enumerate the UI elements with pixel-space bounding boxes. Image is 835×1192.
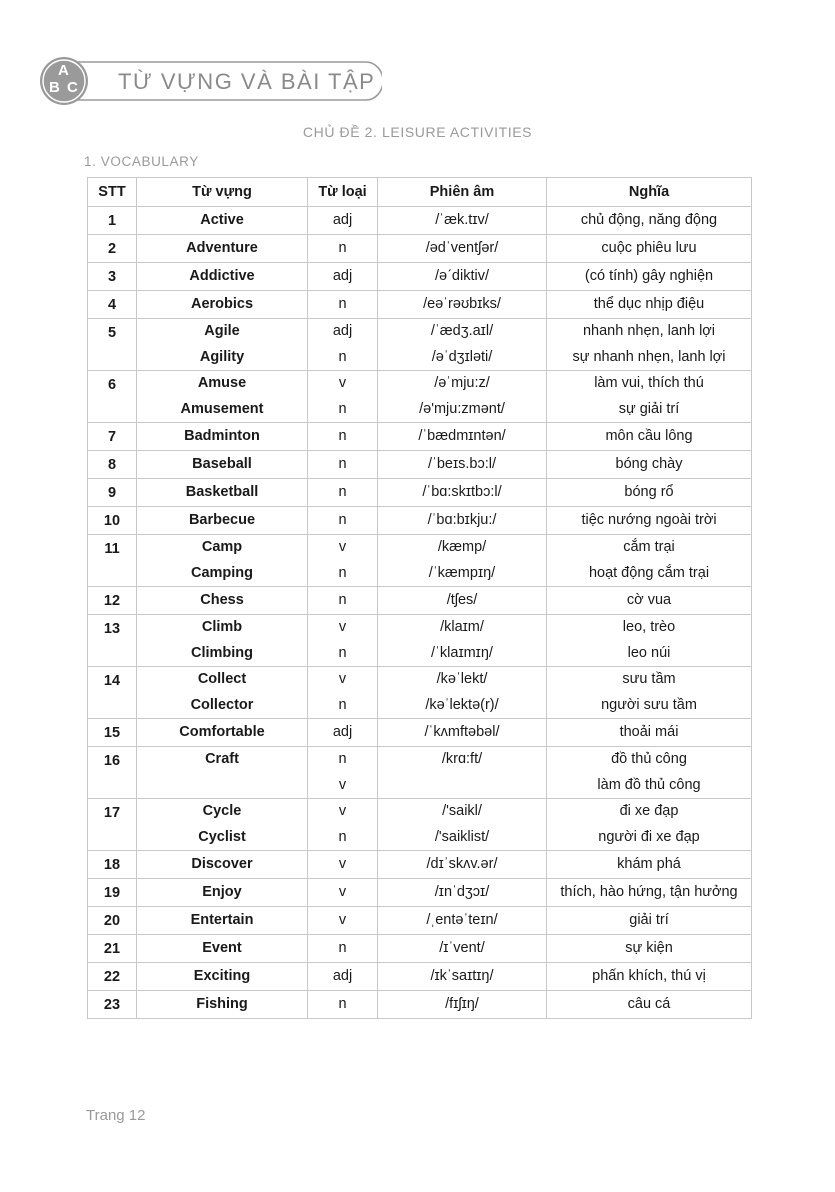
pos-cell [308,587,378,615]
table-row [88,535,752,587]
word-line: Climb [201,619,243,635]
meaning-cell [547,423,752,451]
pos-line: n [338,696,347,713]
stt-cell: 1 [88,207,137,235]
pos-line: adj [332,323,353,339]
pos-cell [308,451,378,479]
meaning-cell [547,291,752,319]
word-line: Event [202,939,242,956]
meaning-line: sưu tầm [622,671,676,687]
word-cell [137,319,308,371]
table-row [88,291,752,319]
pos-cell [308,371,378,423]
stt-cell: 22 [88,963,137,991]
stt-cell: 14 [88,667,137,719]
word-cell [137,747,308,799]
word-line: Fishing [196,995,248,1012]
meaning-line: leo, trèo [622,619,676,635]
table-row [88,587,752,615]
word-cell [137,799,308,851]
table-row [88,719,752,747]
ipa-line: /kəˈlektə(r)/ [425,696,499,713]
pos-line: adj [332,211,353,228]
table-row [88,371,752,423]
word-line: Baseball [192,455,252,472]
word-cell [137,263,308,291]
word-cell [137,907,308,935]
stt-cell: 3 [88,263,137,291]
pos-line: v [338,911,347,928]
ipa-cell [378,291,547,319]
word-line: Basketball [185,483,259,500]
meaning-line: khám phá [617,855,681,872]
word-line: Comfortable [179,723,265,740]
logo-letter-a: A [58,62,69,79]
meaning-cell [547,235,752,263]
word-line: Entertain [190,911,254,928]
word-line: Collector [190,696,254,713]
word-cell [137,235,308,263]
meaning-cell [547,667,752,719]
word-cell [137,371,308,423]
meaning-line: người sưu tầm [601,696,697,713]
word-line: Cyclist [198,828,246,845]
pos-cell [308,719,378,747]
table-row [88,879,752,907]
pos-cell [308,667,378,719]
stt-cell: 6 [88,371,137,423]
meaning-cell [547,479,752,507]
meaning-line: thể dục nhịp điệu [593,295,705,312]
stt-cell: 2 [88,235,137,263]
table-row [88,667,752,719]
word-line: Agility [199,348,245,365]
table-header-row [88,178,752,207]
meaning-line: sự kiện [625,939,673,956]
ipa-line: /eəˈrəʊbɪks/ [423,295,501,312]
ipa-line: /tʃes/ [446,591,478,608]
word-line: Climbing [190,644,254,661]
pos-line: adj [332,723,353,740]
meaning-line: thích, hào hứng, tận hưởng [560,883,738,900]
pos-line: v [338,671,347,687]
pos-line: n [338,591,347,608]
ipa-line: /ˈbædmɪntən/ [418,427,506,444]
ipa-line: /'saikl/ [442,803,482,819]
meaning-line: sự giải trí [618,400,680,417]
ipa-line [378,773,546,799]
ipa-cell [378,935,547,963]
pos-line: v [338,883,347,900]
header-ipa: Phiên âm [378,178,547,207]
meaning-cell [547,319,752,371]
table-row [88,907,752,935]
meaning-cell [547,963,752,991]
ipa-cell [378,451,547,479]
pos-line: adj [332,267,353,284]
ipa-cell [378,719,547,747]
table-row [88,851,752,879]
meaning-cell [547,535,752,587]
pos-cell [308,263,378,291]
table-row [88,963,752,991]
word-cell [137,667,308,719]
stt-cell: 18 [88,851,137,879]
meaning-cell [547,507,752,535]
meaning-line: đồ thủ công [611,751,687,767]
table-row [88,319,752,371]
table-row [88,991,752,1019]
meaning-cell [547,907,752,935]
word-line: Collect [197,671,247,687]
meaning-cell [547,615,752,667]
word-cell [137,423,308,451]
pos-cell [308,615,378,667]
pos-cell [308,907,378,935]
meaning-line: nhanh nhẹn, lanh lợi [582,323,716,339]
table-row [88,235,752,263]
pos-line: n [338,483,347,500]
word-line: Active [200,211,244,228]
ipa-line: /fɪʃɪŋ/ [445,995,479,1012]
ipa-line: /ˈkæmpɪŋ/ [428,564,496,581]
word-line: Agile [204,323,240,339]
table-row [88,507,752,535]
ipa-line: /krɑ:ft/ [441,751,483,767]
pos-cell [308,291,378,319]
ipa-cell [378,799,547,851]
banner-title: TỪ VỰNG VÀ BÀI TẬP [118,69,376,94]
meaning-cell [547,799,752,851]
meaning-line: câu cá [627,995,671,1012]
ipa-line: /ˌentəˈteɪn/ [426,911,498,928]
word-line: Badminton [184,427,260,444]
word-cell [137,207,308,235]
page-number: Trang 12 [86,1107,146,1124]
meaning-line: giải trí [629,911,669,928]
word-cell [137,451,308,479]
pos-line: n [338,455,347,472]
pos-line: n [338,511,347,528]
meaning-cell [547,371,752,423]
ipa-line: /'saiklist/ [434,828,490,845]
chapter-banner [36,56,382,106]
ipa-line: /ˈklaɪmɪŋ/ [431,644,493,661]
pos-line: v [338,619,347,635]
meaning-line: bóng chày [615,455,683,472]
ipa-cell [378,319,547,371]
pos-line: adj [332,967,353,984]
pos-cell [308,935,378,963]
table-row [88,799,752,851]
pos-cell [308,423,378,451]
ipa-line: /klaɪm/ [440,619,484,635]
table-row [88,615,752,667]
meaning-line: (có tính) gây nghiện [584,267,714,284]
meaning-cell [547,263,752,291]
stt-cell: 9 [88,479,137,507]
word-cell [137,615,308,667]
meaning-line: chủ động, năng động [580,211,718,228]
word-cell [137,963,308,991]
pos-line: n [338,995,347,1012]
meaning-cell [547,747,752,799]
ipa-cell [378,615,547,667]
word-cell [137,719,308,747]
word-cell [137,879,308,907]
ipa-line: /ˈbɑ:bɪkju:/ [427,511,497,528]
table-row [88,423,752,451]
ipa-line: /ˈædʒ.aɪl/ [430,323,494,339]
meaning-line: bóng rổ [624,483,674,500]
pos-line: n [338,828,347,845]
meaning-line: môn cầu lông [605,427,693,444]
meaning-line: sự nhanh nhẹn, lanh lợi [572,348,726,365]
word-line: Chess [200,591,244,608]
logo-letter-c: C [67,79,78,96]
meaning-line: người đi xe đạp [598,828,700,845]
pos-cell [308,851,378,879]
header-meaning: Nghĩa [547,178,752,207]
word-line: Exciting [193,967,251,984]
pos-line: n [338,400,347,417]
section-heading: 1. VOCABULARY [84,154,199,169]
pos-cell [308,479,378,507]
word-cell [137,587,308,615]
ipa-line: /ədˈventʃər/ [425,239,499,256]
pos-cell [308,747,378,799]
meaning-cell [547,991,752,1019]
pos-cell [308,207,378,235]
ipa-line: /kæmp/ [437,539,487,555]
ipa-cell [378,747,547,799]
table-row [88,451,752,479]
stt-cell: 21 [88,935,137,963]
word-cell [137,479,308,507]
pos-cell [308,879,378,907]
word-line: Discover [191,855,253,872]
meaning-line: phấn khích, thú vị [592,967,706,984]
meaning-line: thoải mái [619,723,679,740]
ipa-cell [378,963,547,991]
table-row [88,263,752,291]
meaning-cell [547,879,752,907]
ipa-line: /əˊdiktiv/ [435,267,489,284]
pos-line: v [338,375,347,391]
meaning-cell [547,587,752,615]
ipa-line: /ˈæk.tɪv/ [435,211,489,228]
ipa-line: /ɪˈvent/ [439,939,485,956]
header-stt: STT [88,178,137,207]
ipa-cell [378,371,547,423]
ipa-line: /kəˈlekt/ [436,671,488,687]
meaning-cell [547,451,752,479]
header-pos: Từ loại [308,178,378,207]
ipa-cell [378,479,547,507]
stt-cell: 12 [88,587,137,615]
stt-cell: 4 [88,291,137,319]
meaning-line: leo núi [627,644,671,661]
word-line: Craft [205,751,239,767]
ipa-line: /ˈbɑ:skɪtbɔ:l/ [422,483,502,500]
meaning-line: làm vui, thích thú [594,375,704,391]
meaning-cell [547,207,752,235]
ipa-cell [378,235,547,263]
ipa-cell [378,423,547,451]
table-row [88,207,752,235]
pos-line: v [338,855,347,872]
stt-cell: 11 [88,535,137,587]
ipa-cell [378,851,547,879]
ipa-line: /əˈmju:z/ [434,375,490,391]
header-word: Từ vựng [137,178,308,207]
pos-line: n [338,348,347,365]
pos-line: n [338,427,347,444]
ipa-line: /əˈdʒɪləti/ [431,348,493,365]
ipa-cell [378,507,547,535]
table-row [88,479,752,507]
pos-cell [308,991,378,1019]
pos-line: v [338,539,347,555]
stt-cell: 10 [88,507,137,535]
pos-line: n [338,939,347,956]
ipa-line: /ˈkʌmftəbəl/ [424,723,500,740]
pos-cell [308,535,378,587]
ipa-cell [378,207,547,235]
table-row [88,747,752,799]
stt-cell: 8 [88,451,137,479]
word-cell [137,851,308,879]
pos-line: n [338,644,347,661]
meaning-line: cờ vua [626,591,672,608]
ipa-cell [378,991,547,1019]
ipa-line: /ɪkˈsaɪtɪŋ/ [430,967,494,984]
stt-cell: 15 [88,719,137,747]
stt-cell: 23 [88,991,137,1019]
word-line: Cycle [202,803,242,819]
table-body [88,207,752,1019]
meaning-cell [547,935,752,963]
ipa-cell [378,667,547,719]
ipa-line: /ˈbeɪs.bɔ:l/ [427,455,497,472]
pos-line: n [338,564,347,581]
meaning-line: cuộc phiêu lưu [601,239,697,256]
word-line: Aerobics [190,295,254,312]
logo-letter-b: B [49,79,60,96]
ipa-cell [378,879,547,907]
stt-cell: 5 [88,319,137,371]
meaning-cell [547,719,752,747]
word-line: Addictive [189,267,255,284]
pos-line: v [338,803,347,819]
meaning-line: làm đồ thủ công [597,776,701,793]
vocabulary-table [87,177,752,1019]
meaning-cell [547,851,752,879]
word-line: Camping [190,564,254,581]
meaning-line: đi xe đạp [619,803,679,819]
ipa-line: /dɪˈskʌv.ər/ [426,855,498,872]
pos-line: n [338,295,347,312]
meaning-line: hoạt động cắm trại [588,564,710,581]
ipa-cell [378,587,547,615]
stt-cell: 19 [88,879,137,907]
ipa-cell [378,263,547,291]
word-line: Amusement [180,400,264,417]
stt-cell: 7 [88,423,137,451]
word-cell [137,535,308,587]
word-cell [137,991,308,1019]
word-line: Camp [201,539,243,555]
word-line [137,773,307,799]
ipa-line: /ɪnˈdʒɔɪ/ [434,883,490,900]
word-cell [137,935,308,963]
pos-cell [308,963,378,991]
ipa-line: /ə'mju:zmənt/ [419,400,505,417]
ipa-cell [378,907,547,935]
pos-cell [308,799,378,851]
meaning-line: cắm trại [623,539,675,555]
word-line: Enjoy [202,883,242,900]
table-row [88,935,752,963]
stt-cell: 13 [88,615,137,667]
pos-line: n [338,751,347,767]
topic-title: CHỦ ĐỀ 2. LEISURE ACTIVITIES [302,124,533,140]
pos-line: v [338,776,347,793]
pos-cell [308,507,378,535]
stt-cell: 16 [88,747,137,799]
word-cell [137,507,308,535]
meaning-line: tiệc nướng ngoài trời [581,511,717,528]
word-line: Barbecue [188,511,256,528]
stt-cell: 17 [88,799,137,851]
pos-cell [308,235,378,263]
ipa-cell [378,535,547,587]
word-line: Adventure [186,239,258,256]
pos-line: n [338,239,347,256]
word-cell [137,291,308,319]
pos-cell [308,319,378,371]
stt-cell: 20 [88,907,137,935]
word-line: Amuse [197,375,247,391]
